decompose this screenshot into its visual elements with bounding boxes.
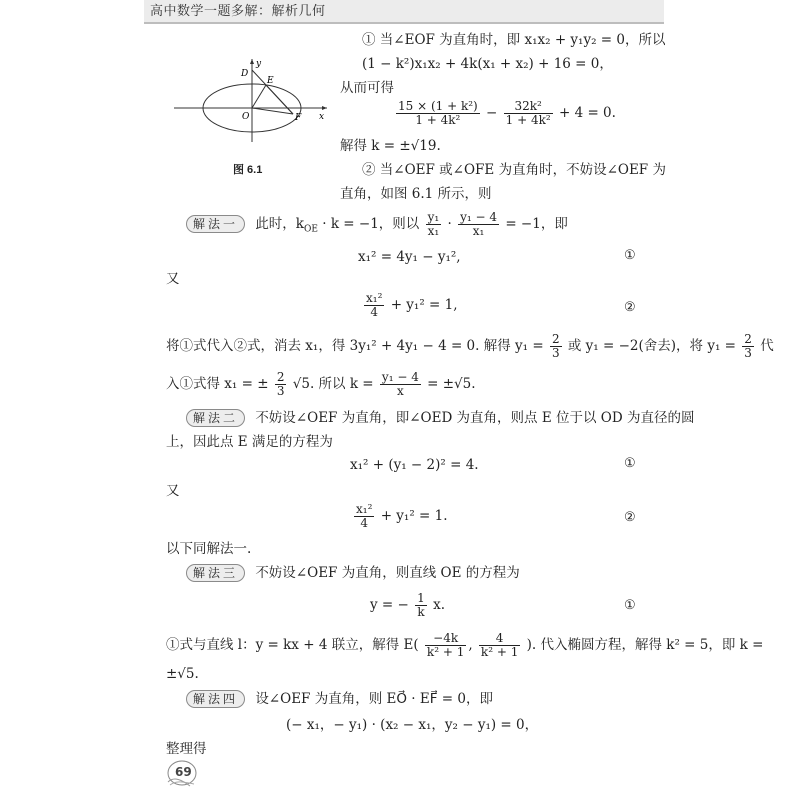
figure-caption: 图 6.1	[233, 164, 263, 176]
numerator: −4k	[425, 632, 466, 646]
method4-line1	[186, 690, 493, 708]
method1-eq2	[362, 292, 458, 319]
text: 此时，k	[255, 216, 304, 232]
fraction	[504, 100, 553, 127]
method1-eq2-number: ②	[624, 300, 636, 315]
method1-eq1-number: ①	[624, 248, 636, 263]
label-f: F	[295, 113, 302, 123]
text: 不妨设∠OEF 为直角，则直线 OE 的方程为	[255, 565, 520, 581]
denominator: x₁	[427, 224, 440, 238]
numerator: 4	[479, 632, 520, 646]
segment-ef	[266, 85, 293, 114]
page-number: 69	[175, 765, 192, 779]
fraction	[742, 333, 754, 360]
text: 代	[760, 338, 774, 354]
denominator: 4	[360, 516, 369, 530]
method2-tail: 以下同解法一.	[166, 541, 252, 557]
ellipse-figure	[172, 56, 332, 144]
denominator: k	[417, 605, 425, 619]
method2-eq1-number: ①	[624, 456, 636, 471]
text: 不妨设∠OEF 为直角，即∠OED 为直角，则点 E 位于以 OD 为直径的圆	[255, 410, 695, 426]
text: · k = −1，则以	[322, 216, 420, 232]
method1-sub1	[166, 333, 774, 360]
numerator: y₁	[427, 210, 440, 224]
denominator: k² + 1	[426, 645, 465, 659]
method2-badge: 解法二	[186, 409, 245, 427]
denominator: 3	[744, 346, 752, 360]
numerator: y₁ − 4	[381, 370, 419, 384]
label-d: D	[241, 69, 249, 79]
method3-eq-number: ①	[624, 598, 636, 613]
operator: −	[486, 105, 498, 121]
y-axis-arrow-icon	[250, 59, 254, 64]
method1-intro	[186, 211, 568, 239]
label-o: O	[242, 112, 250, 122]
method1-badge: 解法一	[186, 215, 245, 233]
fraction	[396, 100, 480, 127]
denominator: x	[396, 384, 404, 398]
label-x: x	[319, 112, 325, 122]
label-y: y	[256, 59, 262, 69]
text: 入①式得 x₁ = ±	[166, 376, 269, 392]
method4-eq: (− x₁，− y₁) · (x₂ − x₁，y₂ − y₁) = 0，	[286, 717, 539, 733]
text: ). 代入椭圆方程，解得 k² = 5，即 k =	[526, 637, 764, 653]
numerator: y₁ − 4	[460, 210, 498, 224]
method3-eq	[370, 592, 445, 619]
denominator: k² + 1	[480, 645, 519, 659]
case1-line1: ① 当∠EOF 为直角时，即 x₁x₂ + y₁y₂ = 0，所以	[362, 32, 666, 48]
numerator: x₁²	[366, 291, 383, 305]
equation-tail: + y₁² = 1.	[380, 508, 448, 524]
case1-line3: 从而可得	[340, 80, 394, 96]
method1-you: 又	[166, 271, 180, 287]
numerator: 2	[744, 332, 752, 346]
method1-sub2	[166, 371, 476, 398]
label-e: E	[267, 76, 274, 86]
x-axis-arrow-icon	[322, 106, 327, 110]
method2-eq1: x₁² + (y₁ − 2)² = 4.	[350, 457, 479, 473]
method2-line1	[186, 409, 694, 427]
method1-eq1: x₁² = 4y₁ − y₁²,	[358, 249, 461, 265]
operator: ·	[447, 216, 452, 232]
case2-line1: ② 当∠OEF 或∠OFE 为直角时，不妨设∠OEF 为	[362, 162, 666, 178]
case1-result: 解得 k = ±√19.	[340, 138, 441, 154]
method3-line1	[186, 564, 520, 582]
denominator: x₁	[472, 224, 485, 238]
numerator: 32k²	[504, 100, 553, 114]
fraction	[275, 371, 287, 398]
segment-of	[252, 108, 293, 114]
segment-oe	[252, 85, 266, 108]
subscript: OE	[304, 224, 318, 235]
text: = ±√5.	[427, 376, 476, 392]
method3-line3: ±√5.	[166, 666, 199, 682]
denominator: 1 + 4k²	[415, 113, 461, 127]
fraction	[425, 632, 466, 659]
header-title: 高中数学一题多解：解析几何	[150, 3, 326, 18]
fraction	[426, 211, 442, 238]
method3-badge: 解法三	[186, 564, 245, 582]
fraction	[458, 211, 499, 238]
text: = −1，即	[505, 216, 568, 232]
text: ①式与直线 l：y = kx + 4 联立，解得 E(	[166, 637, 419, 653]
method4-tail: 整理得	[166, 741, 207, 757]
fraction	[364, 292, 384, 319]
text: 设∠OEF 为直角，则 EO⃗ · EF⃗ = 0，即	[255, 691, 493, 707]
fraction	[415, 592, 427, 619]
fraction	[380, 371, 421, 398]
text: 或 y₁ = −2(舍去)，将 y₁ =	[567, 338, 736, 354]
numerator: x₁²	[356, 502, 373, 516]
fraction	[479, 632, 520, 659]
numerator: 2	[551, 332, 560, 346]
page-number-ornament	[164, 758, 200, 788]
numerator: 15 × (1 + k²)	[398, 99, 478, 113]
running-header	[144, 0, 664, 24]
case1-equation	[394, 100, 616, 127]
method2-you: 又	[166, 483, 180, 499]
text: √5. 所以 k =	[292, 376, 374, 392]
denominator: 3	[551, 346, 560, 360]
numerator: 1	[417, 591, 425, 605]
text: 将①式代入②式，消去 x₁，得 3y₁² + 4y₁ − 4 = 0. 解得 y₁ =	[166, 338, 544, 354]
denominator: 4	[370, 305, 379, 319]
equation-tail: + y₁² = 1,	[390, 297, 458, 313]
fraction	[354, 503, 374, 530]
text: x.	[433, 597, 445, 613]
fraction	[550, 333, 562, 360]
case1-line2: (1 − k²)x₁x₂ + 4k(x₁ + x₂) + 16 = 0，	[362, 56, 613, 72]
method2-eq2-number: ②	[624, 510, 636, 525]
method2-eq2	[352, 503, 448, 530]
case2-line2: 直角，如图 6.1 所示，则	[340, 186, 492, 202]
denominator: 3	[276, 384, 285, 398]
equation-tail: + 4 = 0.	[558, 105, 616, 121]
numerator: 2	[276, 370, 285, 384]
method2-line2: 上，因此点 E 满足的方程为	[166, 434, 333, 450]
method3-line2: ①式与直线 l：y = kx + 4 联立，解得 E( $\frac{-4k}{\text{k² + 1}}$ , $\frac{4}{\text{k² + 1}}$ ). 代入椭圆方程，解得 k² = 5，即 k =	[166, 631, 764, 659]
method4-badge: 解法四	[186, 690, 245, 708]
text: y = −	[370, 597, 409, 613]
denominator: 1 + 4k²	[505, 113, 551, 127]
